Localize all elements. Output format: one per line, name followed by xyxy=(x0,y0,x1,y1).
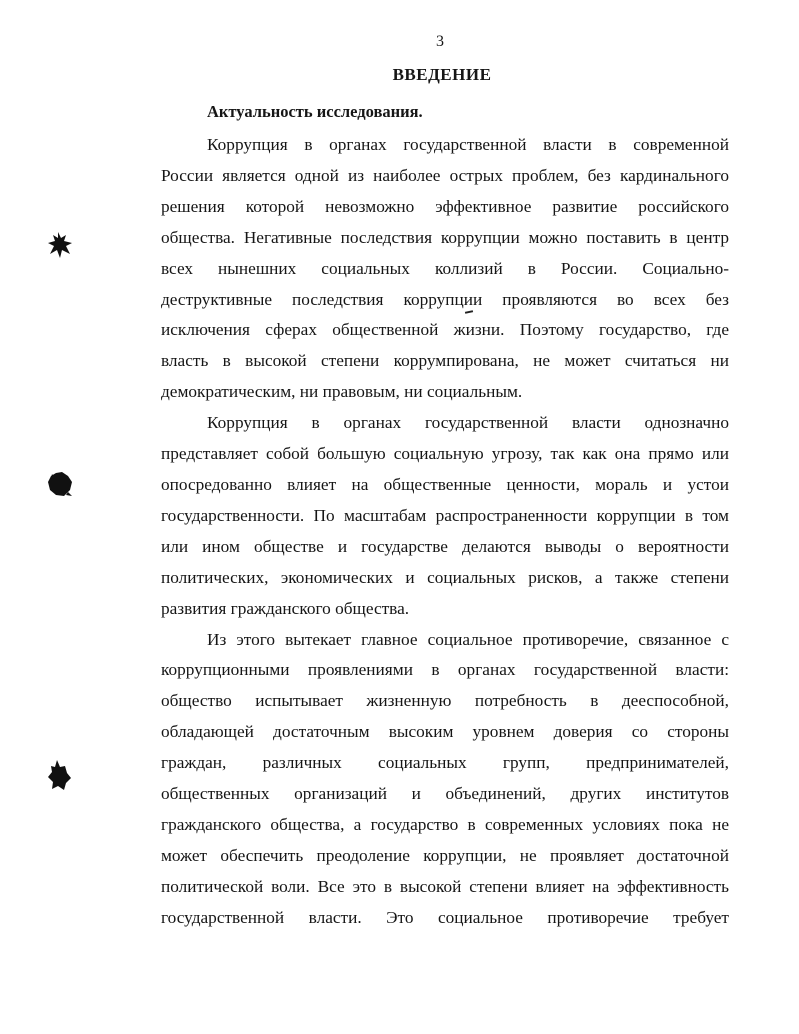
paragraph-1-line: власть в высокой степени коррумпирована, не может считаться ни xyxy=(161,351,729,371)
body-text xyxy=(161,130,729,934)
paragraph-3-line: коррупционными проявлениями в органах государственной власти: xyxy=(161,660,729,680)
paragraph-1-line: деструктивные последствия коррупции проявляются во всех без xyxy=(161,289,729,309)
page-number: 3 xyxy=(436,33,444,50)
paragraph-1-line: всех нынешних социальных коллизий в России. Социально- xyxy=(161,258,729,278)
paragraph-1-line: России является одной из наиболее острых проблем, без кардинального xyxy=(161,165,729,185)
paragraph-3-line: государственной власти. Это социальное противоречие требует xyxy=(161,907,729,927)
paragraph-3-line: общество испытывает жизненную потребность в дееспособной, xyxy=(161,691,729,711)
scan-blot-mark xyxy=(46,470,74,498)
page-title: ВВЕДЕНИЕ xyxy=(392,65,492,84)
section-subheading: Актуальность исследования. xyxy=(207,102,423,121)
paragraph-2-line: опосредованно влияет на общественные ценности, мораль и устои xyxy=(161,474,729,494)
paragraph-3-line: политической воли. Все это в высокой степени влияет на эффективность xyxy=(161,876,729,896)
scan-blot-mark xyxy=(46,230,74,260)
paragraph-2-line: представляет собой большую социальную угрозу, так как она прямо или xyxy=(161,444,729,464)
paragraph-3-line: может обеспечить преодоление коррупции, не проявляет достаточной xyxy=(161,845,729,865)
paragraph-1-line: общества. Негативные последствия коррупции можно поставить в центр xyxy=(161,227,729,247)
paragraph-3-line: общественных организаций и объединений, других институтов xyxy=(161,784,729,804)
paragraph-3-line: гражданского общества, а государство в современных условиях пока не xyxy=(161,814,729,834)
paragraph-1-line: исключения сферах общественной жизни. Поэтому государство, где xyxy=(161,320,729,340)
paragraph-1-line: решения которой невозможно эффективное развитие российского xyxy=(161,196,729,216)
paragraph-2-line: Коррупция в органах государственной власти однозначно xyxy=(207,413,729,433)
paragraph-3-line: обладающей достаточным высоким уровнем доверия со стороны xyxy=(161,722,729,742)
paragraph-2-line: развития гражданского общества. xyxy=(161,598,410,618)
paragraph-3-line: граждан, различных социальных групп, предпринимателей, xyxy=(161,753,729,773)
scan-blot-mark xyxy=(46,758,72,792)
paragraph-1-line: демократическим, ни правовым, ни социальным. xyxy=(161,382,523,402)
paragraph-2-line: государственности. По масштабам распространенности коррупции в том xyxy=(161,505,729,525)
paragraph-1-line: Коррупция в органах государственной власти в современной xyxy=(207,135,729,154)
paragraph-2-line: или ином обществе и государстве делаются выводы о вероятности xyxy=(161,536,729,556)
paragraph-3-line: Из этого вытекает главное социальное противоречие, связанное с xyxy=(207,629,729,649)
paragraph-2-line: политических, экономических и социальных рисков, а также степени xyxy=(161,567,729,587)
